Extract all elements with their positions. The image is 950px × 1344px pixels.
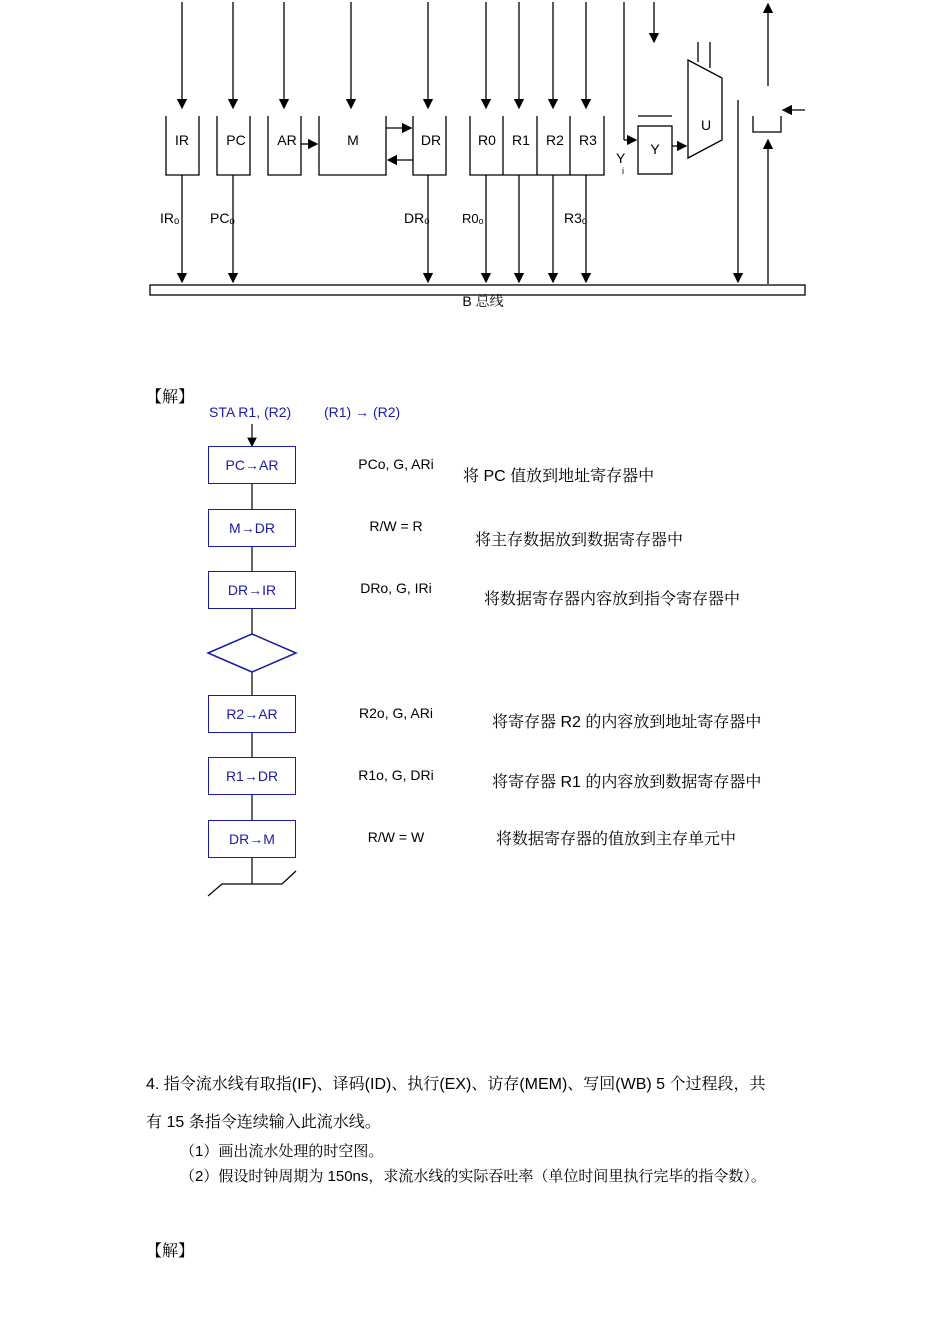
register-ir-label: IR: [175, 132, 189, 148]
step-note-2: 将主存数据放到数据寄存器中: [475, 532, 684, 549]
step-signal-6: R/W = W: [367, 829, 425, 845]
ir-out-label: IRₒ: [160, 210, 180, 226]
step-box-pc-ar: PC→AR: [208, 446, 296, 484]
register-r0-label: R0: [478, 132, 496, 148]
cpu-datapath-diagram: [0, 0, 950, 320]
solution-2-header: 【解】: [146, 1243, 195, 1260]
dr-out-label: DRₒ: [404, 210, 430, 226]
bus-label: B 总线: [462, 293, 504, 309]
instruction-label: STA R1, (R2): [209, 404, 292, 420]
register-pc-label: PC: [226, 132, 246, 148]
step-note-5: 将寄存器 R1 的内容放到数据寄存器中: [492, 774, 762, 791]
step-box-r1-dr: R1→DR: [208, 757, 296, 795]
yi-label: Y: [616, 150, 626, 166]
question-4-line-1: 4. 指令流水线有取指(IF)、译码(ID)、执行(EX)、访存(MEM)、写回(WB) 5 个过程段，共: [146, 1076, 766, 1093]
step-signal-4: R2o, G, ARi: [359, 705, 433, 721]
step-note-3: 将数据寄存器内容放到指令寄存器中: [484, 591, 741, 608]
question-4-sub-1: （1）画出流水处理的时空图。: [180, 1143, 384, 1160]
register-r1-label: R1: [512, 132, 530, 148]
register-r3-label: R3: [579, 132, 597, 148]
alu-u-label: U: [700, 117, 712, 133]
step-signal-2: R/W = R: [369, 518, 423, 534]
step-box-dr-m: DR→M: [208, 820, 296, 858]
yi-subscript: i: [622, 166, 624, 176]
memory-m-label: M: [347, 132, 359, 148]
register-y-label: Y: [650, 141, 660, 157]
solution-header: 【解】: [146, 389, 195, 406]
register-dr-label: DR: [420, 132, 442, 148]
question-4-sub-2: （2）假设时钟周期为 150ns，求流水线的实际吞吐率（单位时间里执行完毕的指令数）。: [180, 1168, 766, 1185]
register-r2-label: R2: [546, 132, 564, 148]
step-box-m-dr: M→DR: [208, 509, 296, 547]
step-box-r2-ar: R2→AR: [208, 695, 296, 733]
register-ar-label: AR: [277, 132, 297, 148]
r3-out-label: R3ₒ: [564, 210, 588, 226]
pc-out-label: PCₒ: [210, 210, 235, 226]
r0-out-label: R0ₒ: [462, 211, 484, 226]
step-note-1: 将 PC 值放到地址寄存器中: [463, 468, 655, 485]
step-note-6: 将数据寄存器的值放到主存单元中: [496, 831, 737, 848]
step-signal-5: R1o, G, DRi: [358, 767, 434, 783]
step-box-dr-ir: DR→IR: [208, 571, 296, 609]
step-signal-3: DRo, G, IRi: [360, 580, 432, 596]
decode-diamond: [208, 634, 296, 672]
step-note-4: 将寄存器 R2 的内容放到地址寄存器中: [492, 714, 762, 731]
question-4-line-2: 有 15 条指令连续输入此流水线。: [146, 1114, 381, 1131]
step-signal-1: PCo, G, ARi: [358, 456, 434, 472]
operation-label: (R1) → (R2): [324, 404, 401, 420]
